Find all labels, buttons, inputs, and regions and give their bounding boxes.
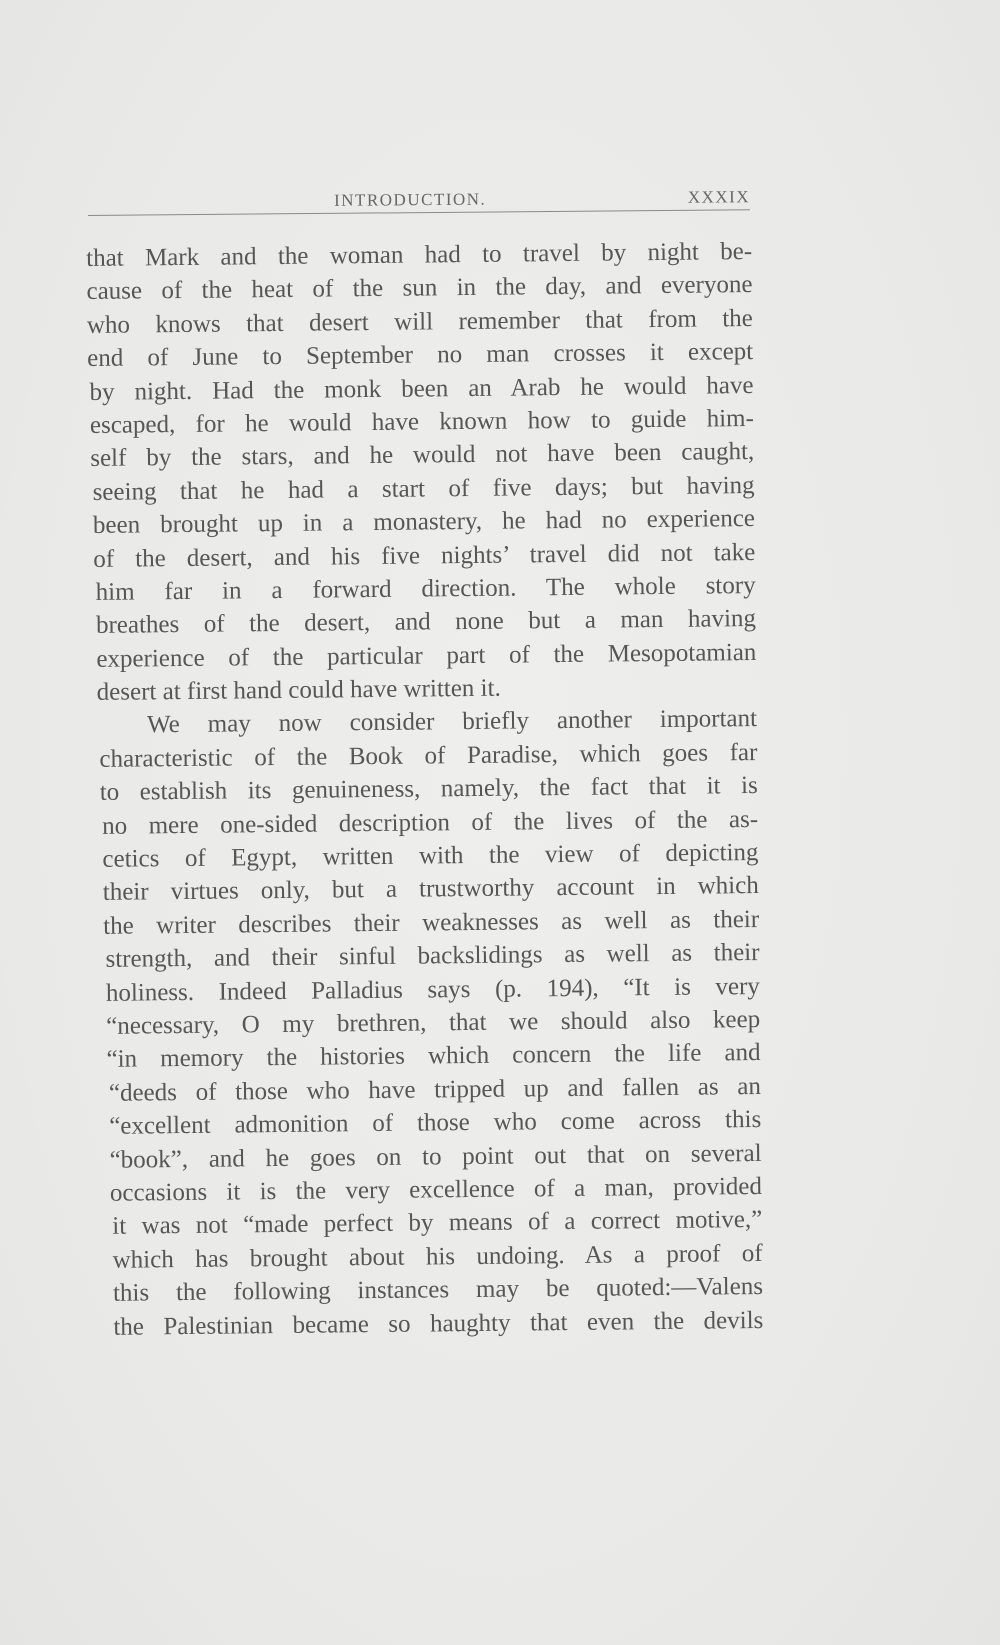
text-line: end of June to September no man crosses it except [87,338,754,373]
text-line: occasions it is the very excellence of a man, provided [109,1172,763,1207]
text-line: that Mark and the woman had to travel by night be- [86,238,753,272]
text-line: this the following instances may be quoted:—Valens [112,1273,764,1307]
text-line: self by the stars, and he would not have been caught, [90,438,755,473]
text-line: desert at first hand could have written it. [96,674,501,706]
text-line: of the desert, and his five nights’ travel did not take [93,538,756,573]
text-line: escaped, for he would have known how to guide him- [89,404,755,439]
text-line: “excellent admonition of those who come across this [109,1106,762,1140]
text-line: breathes of the desert, and none but a man having [95,605,757,640]
text-line: “book”, and he goes on to point out that on several [109,1139,762,1174]
text-line: the writer describes their weaknesses as well as their [103,905,760,940]
text-line: “necessary, O my brethren, that we should also keep [106,1005,761,1040]
text-line: their virtues only, but a trustworthy account in which [102,872,759,907]
text-line: “deeds of those who have tripped up and fallen as an [108,1072,762,1107]
text-line: who knows that desert will remember that from the [86,304,753,339]
text-line: him far in a forward direction. The whole story [95,571,756,606]
text-line: by night. Had the monk been an Arab he would have [89,371,754,406]
text-line: no mere one-sided description of the lives of the as- [101,805,759,840]
running-head: INTRODUCTION. [333,189,487,210]
text-line: “in memory the histories which concern the life and [106,1039,761,1074]
text-line: experience of the particular part of the Mesopotamian [96,638,757,673]
text-line: it was not “made perfect by means of a correct motive,” [112,1206,763,1241]
text-line: cause of the heat of the sun in the day, and everyone [86,271,753,306]
text-line: characteristic of the Book of Paradise, which goes far [99,738,758,773]
page-number: XXXIX [687,187,751,207]
text-line: We may now consider briefly another important [146,705,758,739]
text-line: seeing that he had a start of five days; but having [92,471,755,506]
text-line: strength, and their sinful backslidings as well as their [105,939,760,974]
page-header [88,187,750,223]
text-line: holiness. Indeed Palladius says (p. 194), “It is very [105,972,760,1007]
text-line: cetics of Egypt, written with the view of depicting [102,839,759,873]
text-line: to establish its genuineness, namely, the fact that it is [99,772,758,807]
text-line: been brought up in a monastery, he had no experience [92,505,756,540]
body-text [86,235,764,1344]
text-line: which has brought about his undoing. As a proof of [112,1239,763,1274]
text-line: the Palestinian became so haughty that even the devils [113,1306,764,1341]
